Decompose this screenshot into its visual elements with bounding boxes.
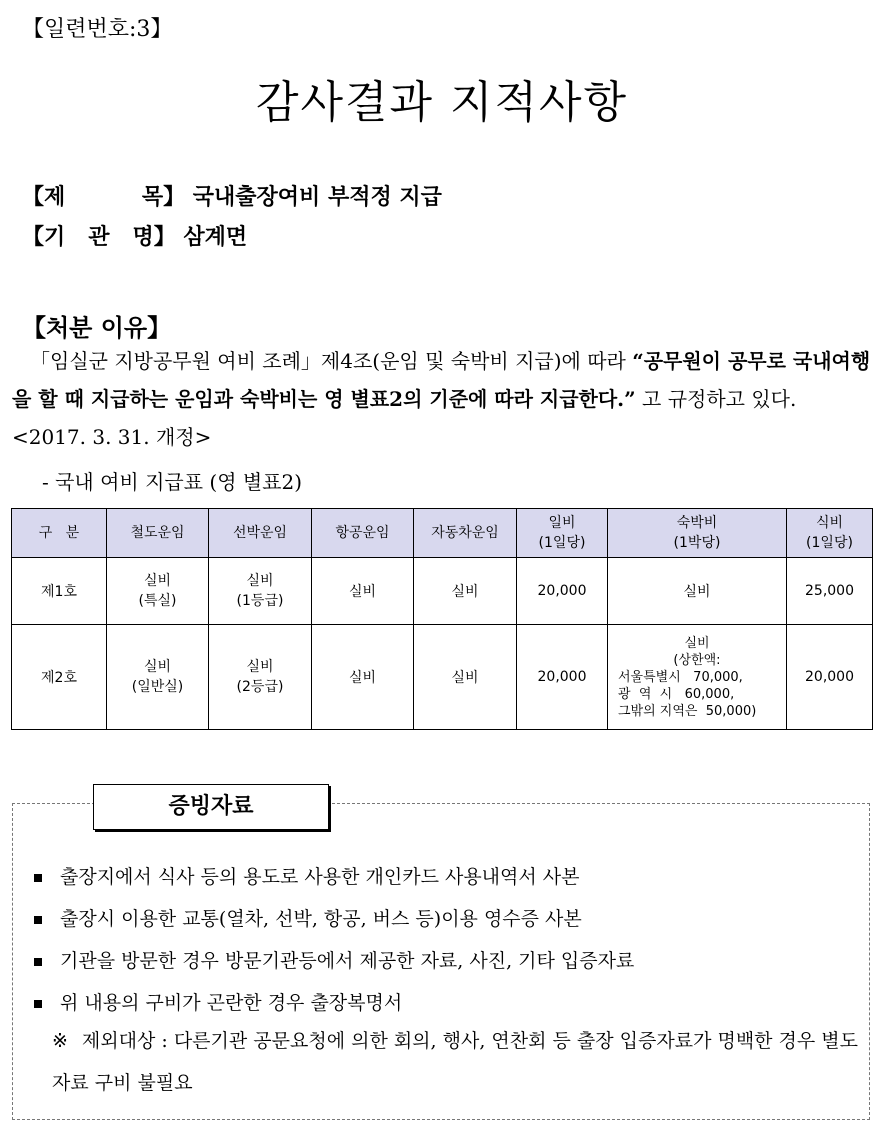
cell-meal: 20,000 xyxy=(787,625,873,730)
reason-paragraph xyxy=(12,342,872,456)
list-item: 기관을 방문한 경우 방문기관등에서 제공한 자료, 사진, 기타 입증자료 xyxy=(34,946,634,973)
bullet-icon xyxy=(34,916,42,924)
list-item: 출장시 이용한 교통(열차, 선박, 항공, 버스 등)이용 영수증 사본 xyxy=(34,904,582,931)
table-row xyxy=(12,558,873,625)
reference-mark-icon: ※ xyxy=(52,1030,68,1052)
exclusion-note: ※ 제외대상 : 다른기관 공문요청에 의한 회의, 행사, 연찬회 등 출장 입증자료가 명백한 경우 별도자료 구비 불필요 xyxy=(52,1030,859,1094)
cell-car: 실비 xyxy=(414,558,517,625)
subject-line xyxy=(22,180,442,211)
fare-table-header-row xyxy=(12,509,873,558)
list-item: 위 내용의 구비가 곤란한 경우 출장복명서 xyxy=(34,988,402,1015)
cell-grade: 제2호 xyxy=(12,625,107,730)
reason-text-bold: “공무원이 공무로 국내여행을 할 때 지급하는 운임과 숙박비는 영 별표2의 기준에 따라 지급한다.” xyxy=(12,349,871,411)
cell-lodging: 실비 (상한액: 서울특별시 70,000, 광 역 시 60,000, 그밖의 지역은 50,000) xyxy=(608,625,787,730)
cell-car: 실비 xyxy=(414,625,517,730)
bullet-icon xyxy=(34,874,42,882)
cell-air: 실비 xyxy=(312,558,414,625)
header-meal: 식비 (1일당) xyxy=(787,509,873,558)
subject-label: 【제 목】 xyxy=(22,184,186,210)
cell-meal: 25,000 xyxy=(787,558,873,625)
page-title: 감사결과 지적사항 xyxy=(255,77,629,128)
reason-text-tail: 고 규정하고 있다. <2017. 3. 31. 개정> xyxy=(12,387,797,449)
bullet-icon xyxy=(34,1000,42,1008)
cell-ship: 실비 (2등급) xyxy=(209,625,312,730)
organization-line xyxy=(22,220,247,251)
header-car: 자동차운임 xyxy=(414,509,517,558)
cell-ship: 실비 (1등급) xyxy=(209,558,312,625)
header-lodging: 숙박비 (1박당) xyxy=(608,509,787,558)
subject-value: 국내출장여비 부적정 지급 xyxy=(192,184,442,210)
reason-heading: 【처분 이유】 xyxy=(22,313,172,342)
bullet-icon xyxy=(34,958,42,966)
header-ship: 선박운임 xyxy=(209,509,312,558)
reason-text-plain: 「임실군 지방공무원 여비 조례」제4조(운임 및 숙박비 지급)에 따라 xyxy=(30,349,633,373)
list-item: 출장지에서 식사 등의 용도로 사용한 개인카드 사용내역서 사본 xyxy=(34,862,579,889)
header-air: 항공운임 xyxy=(312,509,414,558)
organization-label: 【기 관 명】 xyxy=(22,224,176,250)
cell-grade: 제1호 xyxy=(12,558,107,625)
cell-daily: 20,000 xyxy=(517,558,608,625)
serial-number: 【일련번호:3】 xyxy=(22,17,173,42)
evidence-title: 증빙자료 xyxy=(93,784,329,830)
table-caption: - 국내 여비 지급표 (영 별표2) xyxy=(42,470,303,494)
cell-lodging: 실비 xyxy=(608,558,787,625)
header-daily: 일비 (1일당) xyxy=(517,509,608,558)
organization-value: 삼계면 xyxy=(183,224,248,250)
cell-rail: 실비 (특실) xyxy=(107,558,209,625)
fare-table xyxy=(11,508,873,730)
header-grade: 구 분 xyxy=(12,509,107,558)
table-row xyxy=(12,625,873,730)
header-rail: 철도운임 xyxy=(107,509,209,558)
cell-daily: 20,000 xyxy=(517,625,608,730)
cell-air: 실비 xyxy=(312,625,414,730)
cell-rail: 실비 (일반실) xyxy=(107,625,209,730)
